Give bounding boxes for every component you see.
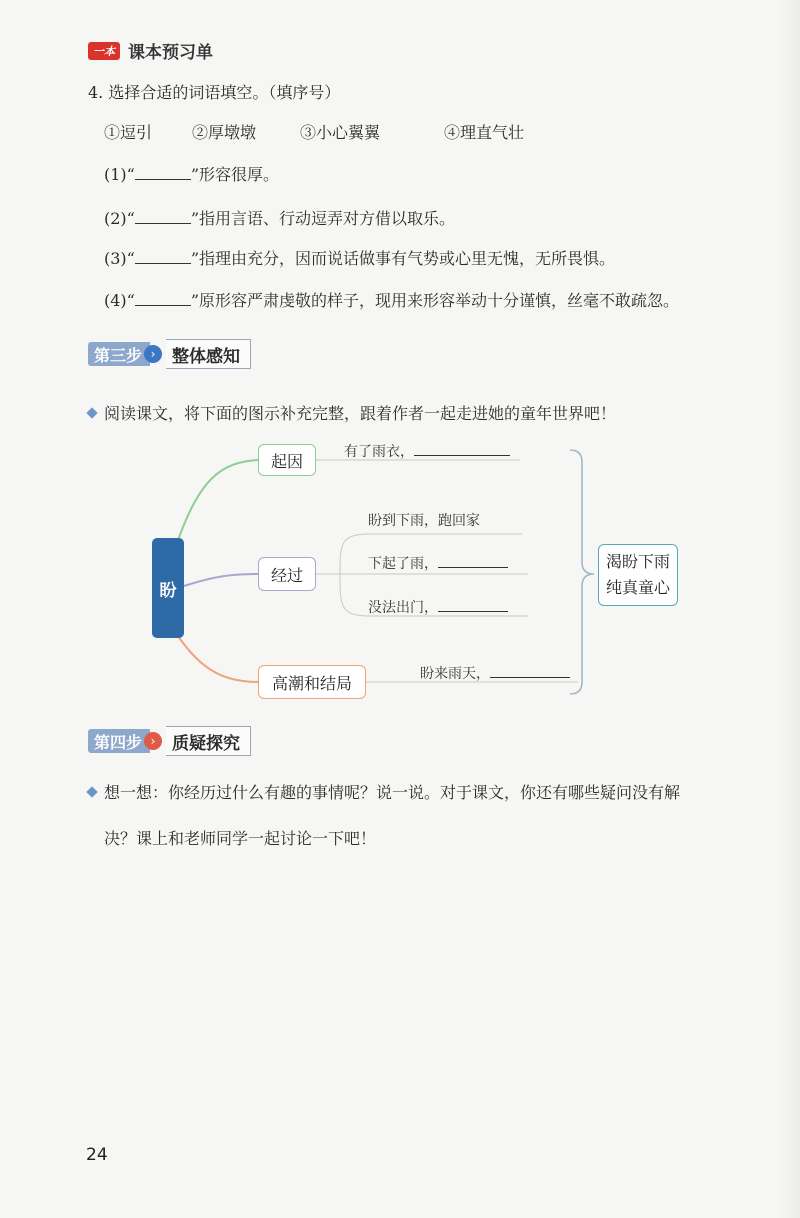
page-header xyxy=(88,38,213,63)
fill-item-4 xyxy=(104,288,679,311)
process-line-2-text: 下起了雨， xyxy=(368,553,508,573)
branch-cause xyxy=(178,460,258,540)
branch-process xyxy=(184,574,258,586)
fill-item-3 xyxy=(104,246,615,269)
climax-blank[interactable] xyxy=(490,666,570,678)
item-4-prefix: (4)“ xyxy=(104,291,135,310)
item-4-text: ”原形容严肃虔敬的样子，现用来形容举动十分谨慎，丝毫不敢疏忽。 xyxy=(190,291,680,310)
step-3-instruction xyxy=(88,401,616,424)
item-2-blank[interactable] xyxy=(135,210,191,224)
diamond-bullet-icon xyxy=(86,786,97,797)
node-summary xyxy=(598,544,678,606)
option-3: ③小心翼翼 xyxy=(300,123,381,142)
page-edge-shadow xyxy=(778,0,800,1218)
process-blank-3[interactable] xyxy=(438,600,508,612)
question-4-prompt: 4. 选择合适的词语填空。（填序号） xyxy=(88,83,341,102)
step-3-label: 整体感知 xyxy=(166,339,251,369)
cause-blank[interactable] xyxy=(414,444,510,456)
item-3-text: ”指理由充分，因而说话做事有气势或心里无愧，无所畏惧。 xyxy=(190,249,616,268)
item-3-blank[interactable] xyxy=(135,250,191,264)
diamond-bullet-icon xyxy=(86,407,97,418)
option-4: ④理直气壮 xyxy=(444,123,525,142)
step-4-banner xyxy=(88,726,251,756)
step-4-question xyxy=(88,780,680,803)
header-title: 课本预习单 xyxy=(128,43,213,63)
process-line-1-text: 盼到下雨，跑回家 xyxy=(368,513,480,529)
chevron-right-icon: › xyxy=(144,345,162,363)
step-4-line-2: 决？课上和老师同学一起讨论一下吧！ xyxy=(104,829,377,848)
process-line-3-text: 没法出门， xyxy=(368,597,508,617)
item-2-prefix: (2)“ xyxy=(104,209,135,228)
option-2: ②厚墩墩 xyxy=(192,123,257,142)
step-4-number: 第四步 xyxy=(88,729,150,753)
branch-climax xyxy=(178,636,258,682)
step-4-label: 质疑探究 xyxy=(166,726,251,756)
item-3-prefix: (3)“ xyxy=(104,249,135,268)
cause-text: 有了雨衣， xyxy=(344,441,510,461)
item-1-blank[interactable] xyxy=(135,166,191,180)
step-3-banner xyxy=(88,339,251,369)
step-3-number: 第三步 xyxy=(88,342,150,366)
option-1: ①逗引 xyxy=(104,123,153,142)
page-number: 24 xyxy=(86,1145,108,1165)
brand-logo: 一本 xyxy=(88,42,120,60)
fill-item-1 xyxy=(104,162,279,185)
summary-line-1: 渴盼下雨 xyxy=(605,552,670,571)
summary-line-2: 纯真童心 xyxy=(605,578,670,597)
process-blank-2[interactable] xyxy=(438,556,508,568)
item-2-text: ”指用言语、行动逗弄对方借以取乐。 xyxy=(190,209,456,228)
item-1-text: ”形容很厚。 xyxy=(190,165,280,184)
node-climax: 高潮和结局 xyxy=(258,665,366,699)
step-3-instruction-text: 阅读课文，将下面的图示补充完整，跟着作者一起走进她的童年世界吧！ xyxy=(104,404,617,423)
item-1-prefix: (1)“ xyxy=(104,165,135,184)
node-cause: 起因 xyxy=(258,444,316,476)
item-4-blank[interactable] xyxy=(135,292,191,306)
climax-text: 盼来雨天， xyxy=(420,663,570,683)
summary-brace xyxy=(570,450,594,694)
fill-item-2 xyxy=(104,206,455,229)
step-4-line-1: 想一想：你经历过什么有趣的事情呢？说一说。对于课文，你还有哪些疑问没有解 xyxy=(104,783,681,802)
node-process: 经过 xyxy=(258,557,316,591)
chevron-right-icon: › xyxy=(144,732,162,750)
mindmap-root: 盼 xyxy=(152,538,184,638)
